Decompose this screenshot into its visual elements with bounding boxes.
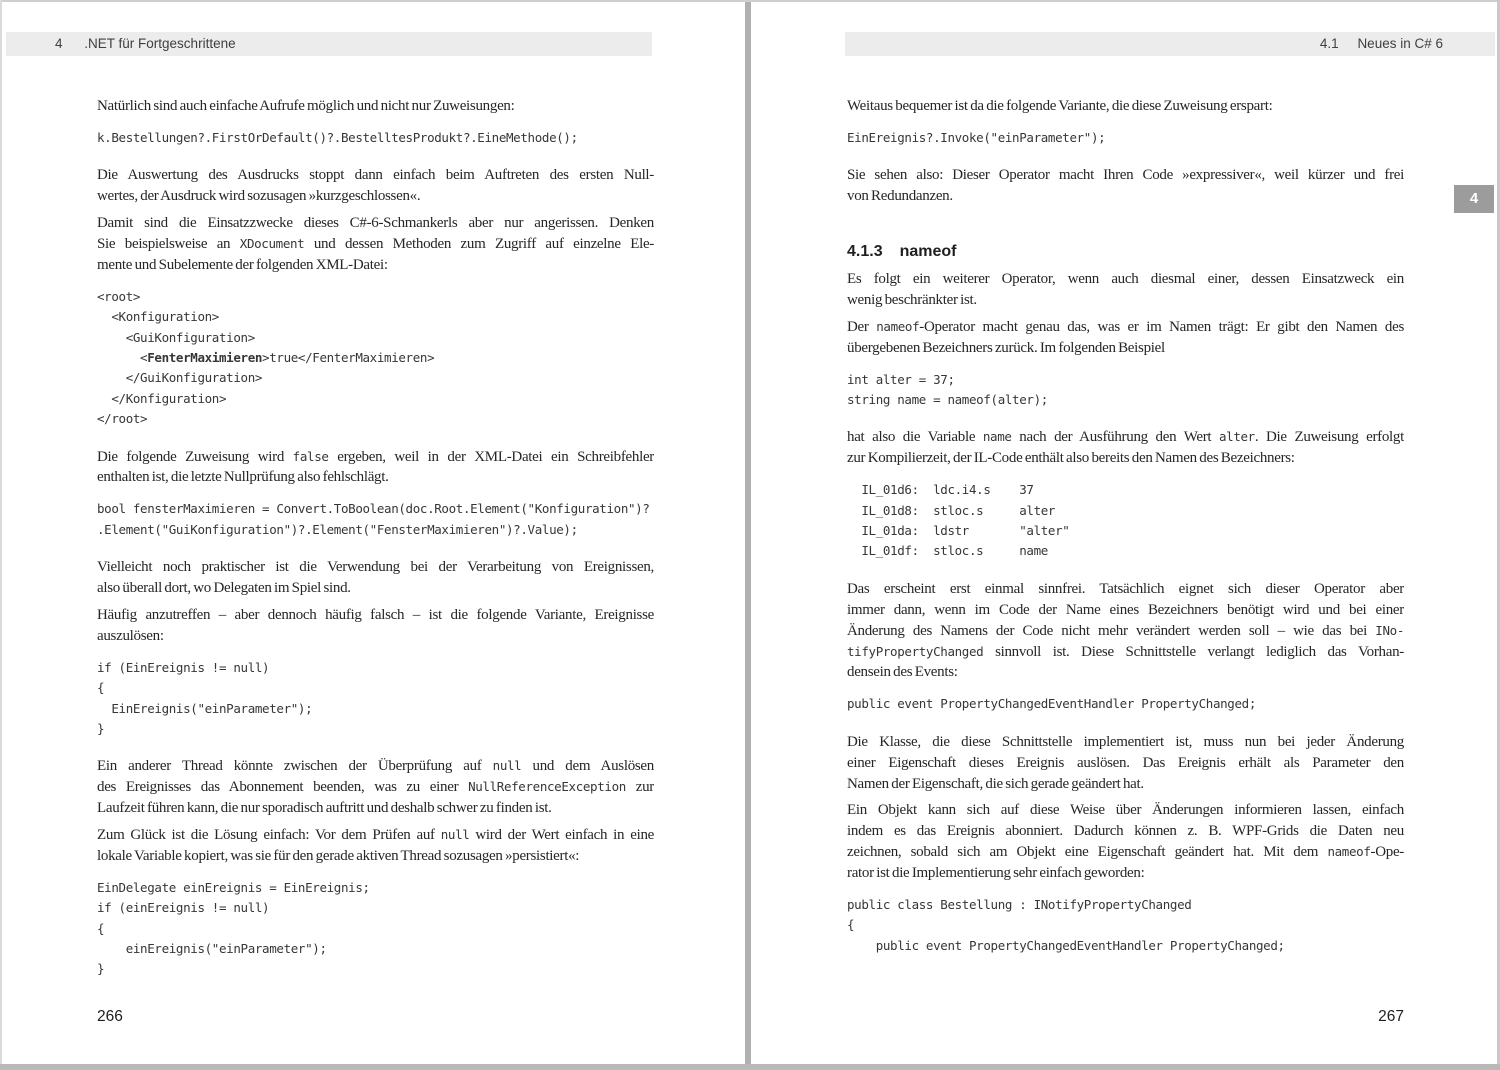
paragraph: [847, 427, 1404, 469]
code-line: EinEreignis?.Invoke("einParameter");: [847, 129, 1106, 145]
right-page-content: [847, 96, 1404, 973]
code-line: public class Bestellung : INotifyPropertyChanged: [847, 896, 1192, 912]
code-line: </Konfiguration>: [97, 390, 227, 406]
scan-edge-left: [0, 0, 2, 1070]
inline-code: NullReferenceException: [468, 779, 626, 795]
paragraph: [847, 800, 1404, 884]
right-page-number: 267: [1378, 1008, 1404, 1025]
paragraph-line: mente und Subelemente der folgenden XML-Datei:: [97, 256, 388, 273]
paragraph-line: Die Klasse, die diese Schnittstelle implementiert ist, muss nun bei jeder Änderung: [847, 733, 1404, 750]
paragraph: [97, 96, 654, 117]
paragraph-line: zeichnen, sobald sich am Objekt eine Eigenschaft geändert hat. Mit dem nameof-Ope-: [847, 844, 1404, 861]
code-block: [847, 895, 1404, 956]
paragraph-line: Sie sehen also: Dieser Operator macht Ihren Code »expressiver«, weil kürzer und frei: [847, 167, 1404, 184]
code-line: int alter = 37;: [847, 371, 955, 387]
code-block: [97, 287, 654, 430]
paragraph-line: Häufig anzutreffen – aber dennoch häufig falsch – ist die folgende Variante, Ereignisse: [97, 606, 654, 623]
code-line: <Konfiguration>: [97, 309, 219, 325]
paragraph-line: lokale Variable kopiert, was sie für den gerade aktiven Thread sozusagen »persistiert«:: [97, 847, 580, 864]
code-line: </GuiKonfiguration>: [97, 370, 263, 386]
inline-code: null: [492, 758, 522, 774]
code-block: [847, 694, 1404, 714]
chapter-thumb-tab: 4: [1454, 185, 1494, 213]
paragraph-line: Das erscheint erst einmal sinnfrei. Tatsächlich eignet sich dieser Operator aber: [847, 580, 1404, 597]
paragraph: [97, 213, 654, 276]
paragraph-line: Die folgende Zuweisung wird false ergeben, weil in der XML-Datei ein Schreibfehler: [97, 448, 654, 465]
paragraph-line: Natürlich sind auch einfache Aufrufe möglich und nicht nur Zuweisungen:: [97, 98, 515, 114]
chapter-title: .NET für Fortgeschrittene: [84, 36, 236, 51]
code-line: if (einEreignis != null): [97, 900, 270, 916]
code-block: [97, 499, 654, 540]
code-block: [97, 878, 654, 980]
paragraph-line: Ein anderer Thread könnte zwischen der Überprüfung auf null und dem Auslösen: [97, 758, 654, 775]
code-line: EinEreignis("einParameter");: [97, 700, 313, 716]
paragraph-line: Damit sind die Einsatzzwecke dieses C#-6-Schmankerls aber nur angerissen. Denken: [97, 215, 654, 232]
code-block: [847, 370, 1404, 411]
paragraph-line: Vielleicht noch praktischer ist die Verwendung bei der Verarbeitung von Ereignissen,: [97, 559, 654, 576]
code-block: [97, 658, 654, 740]
left-page-content: [97, 96, 654, 997]
section-heading-label: nameof: [899, 243, 957, 261]
paragraph-line: wenig beschränkter ist.: [847, 291, 977, 308]
inline-code: tifyPropertyChanged: [847, 643, 984, 659]
paragraph-line: auszulösen:: [97, 627, 164, 644]
inline-code: null: [440, 827, 470, 843]
section-heading-number: 4.1.3: [847, 243, 883, 261]
code-line: }: [97, 961, 105, 977]
paragraph-line: wertes, der Ausdruck wird sozusagen »kurzgeschlossen«.: [97, 188, 421, 205]
paragraph-line: übergebenen Bezeichners zurück. Im folgenden Beispiel: [847, 339, 1165, 356]
paragraph: [97, 165, 654, 207]
paragraph: [847, 579, 1404, 683]
paragraph: [847, 269, 1404, 311]
page-gutter-divider: [745, 0, 751, 1070]
inline-code: INo-: [1375, 622, 1404, 638]
chapter-number: 4: [55, 36, 63, 51]
paragraph-line: Änderung des Namens der Code nicht mehr verändert werden soll – wie das bei INo-: [847, 622, 1404, 639]
code-line: EinDelegate einEreignis = EinEreignis;: [97, 879, 370, 895]
code-line: k.Bestellungen?.FirstOrDefault()?.BestelltesProdukt?.EineMethode();: [97, 129, 578, 145]
paragraph-line: tifyPropertyChanged sinnvoll ist. Diese Schnittstelle verlangt lediglich das Vorhan-: [847, 643, 1404, 660]
code-line: public event PropertyChangedEventHandler PropertyChanged;: [847, 937, 1285, 953]
inline-code: XDocument: [239, 235, 305, 251]
paragraph: [97, 756, 654, 819]
inline-code: FenterMaximieren: [147, 349, 263, 365]
paragraph-line: von Redundanzen.: [847, 188, 953, 205]
scan-edge-bottom: [0, 1064, 1500, 1070]
inline-code: nameof: [1327, 844, 1371, 860]
code-line: <GuiKonfiguration>: [97, 329, 255, 345]
inline-code: name: [982, 429, 1012, 445]
paragraph-line: zur Kompilierzeit, der IL-Code enthält also bereits den Namen des Bezeichners:: [847, 450, 1295, 467]
section-heading: [847, 242, 1404, 261]
paragraph: [847, 317, 1404, 359]
paragraph-line: enthalten ist, die letzte Nullprüfung also fehlschlägt.: [97, 469, 389, 486]
inline-code: false: [292, 448, 329, 464]
paragraph-line: Der nameof-Operator macht genau das, was er im Namen trägt: Er gibt den Namen des: [847, 318, 1404, 335]
paragraph: [847, 732, 1404, 795]
scan-edge-top: [0, 0, 1500, 2]
section-number: 4.1: [1319, 36, 1339, 51]
paragraph-line: indem es das Ereignis abonniert. Dadurch können z. B. WPF-Grids die Daten neu: [847, 823, 1404, 840]
left-page-number: 266: [97, 1008, 123, 1025]
paragraph: [97, 605, 654, 647]
code-line: </root>: [97, 411, 148, 427]
code-line: IL_01d6: ldc.i4.s 37: [847, 482, 1034, 498]
code-line: bool fensterMaximieren = Convert.ToBoolean(doc.Root.Element("Konfiguration")?: [97, 501, 650, 517]
paragraph-line: Laufzeit führen kann, die nur sporadisch auftritt und deshalb schwer zu finden ist.: [97, 800, 552, 817]
code-block: [97, 128, 654, 148]
code-line: if (EinEreignis != null): [97, 659, 270, 675]
code-line: <root>: [97, 288, 141, 304]
code-line: string name = nameof(alter);: [847, 392, 1048, 408]
paragraph-line: hat also die Variable name nach der Ausführung den Wert alter. Die Zuweisung erfolgt: [847, 429, 1404, 446]
paragraph: [847, 96, 1404, 117]
code-line: IL_01d8: stloc.s alter: [847, 502, 1056, 518]
inline-code: nameof: [876, 318, 920, 334]
code-line: {: [847, 917, 855, 933]
paragraph-line: rator ist die Implementierung sehr einfach geworden:: [847, 865, 1145, 882]
code-line: {: [97, 680, 105, 696]
paragraph-line: Die Auswertung des Ausdrucks stoppt dann einfach beim Auftreten des ersten Null-: [97, 167, 654, 184]
code-line: public event PropertyChangedEventHandler PropertyChanged;: [847, 696, 1257, 712]
code-line: <FenterMaximieren>true</FenterMaximieren>: [97, 349, 435, 365]
left-running-header: [6, 32, 652, 56]
paragraph-line: einer Eigenschaft dieses Ereignis auslösen. Das Ereignis erhält als Parameter den: [847, 754, 1404, 771]
code-block: [847, 128, 1404, 148]
paragraph-line: Es folgt ein weiterer Operator, wenn auch diesmal einer, dessen Einsatzweck ein: [847, 271, 1404, 288]
paragraph-line: Namen der Eigenschaft, die sich gerade geändert hat.: [847, 775, 1144, 792]
right-running-header: [845, 32, 1495, 56]
inline-code: alter: [1218, 429, 1255, 445]
section-title: Neues in C# 6: [1357, 36, 1443, 51]
code-line: {: [97, 920, 105, 936]
paragraph-line: immer dann, wenn im Code der Name eines Bezeichners benötigt wird und bei einer: [847, 601, 1404, 618]
paragraph-line: Ein Objekt kann sich auf diese Weise über Änderungen informieren lassen, einfach: [847, 802, 1404, 819]
code-line: }: [97, 720, 105, 736]
code-line: IL_01df: stloc.s name: [847, 543, 1048, 559]
code-line: einEreignis("einParameter");: [97, 941, 327, 957]
paragraph-line: Zum Glück ist die Lösung einfach: Vor dem Prüfen auf null wird der Wert einfach in eine: [97, 827, 654, 844]
paragraph-line: also überall dort, wo Delegaten im Spiel sind.: [97, 580, 351, 597]
paragraph-line: Sie beispielsweise an XDocument und dessen Methoden zum Zugriff auf einzelne Ele-: [97, 235, 654, 252]
code-line: IL_01da: ldstr "alter": [847, 523, 1070, 539]
paragraph-line: des Ereignisses das Abonnement beenden, was zu einer NullReferenceException zur: [97, 779, 654, 796]
paragraph: [97, 825, 654, 867]
paragraph: [847, 165, 1404, 207]
paragraph-line: densein des Events:: [847, 664, 958, 681]
code-block: [847, 480, 1404, 562]
paragraph: [97, 557, 654, 599]
code-line: .Element("GuiKonfiguration")?.Element("FensterMaximieren")?.Value);: [97, 521, 578, 537]
paragraph-line: Weitaus bequemer ist da die folgende Variante, die diese Zuweisung erspart:: [847, 98, 1273, 114]
paragraph: [97, 447, 654, 489]
